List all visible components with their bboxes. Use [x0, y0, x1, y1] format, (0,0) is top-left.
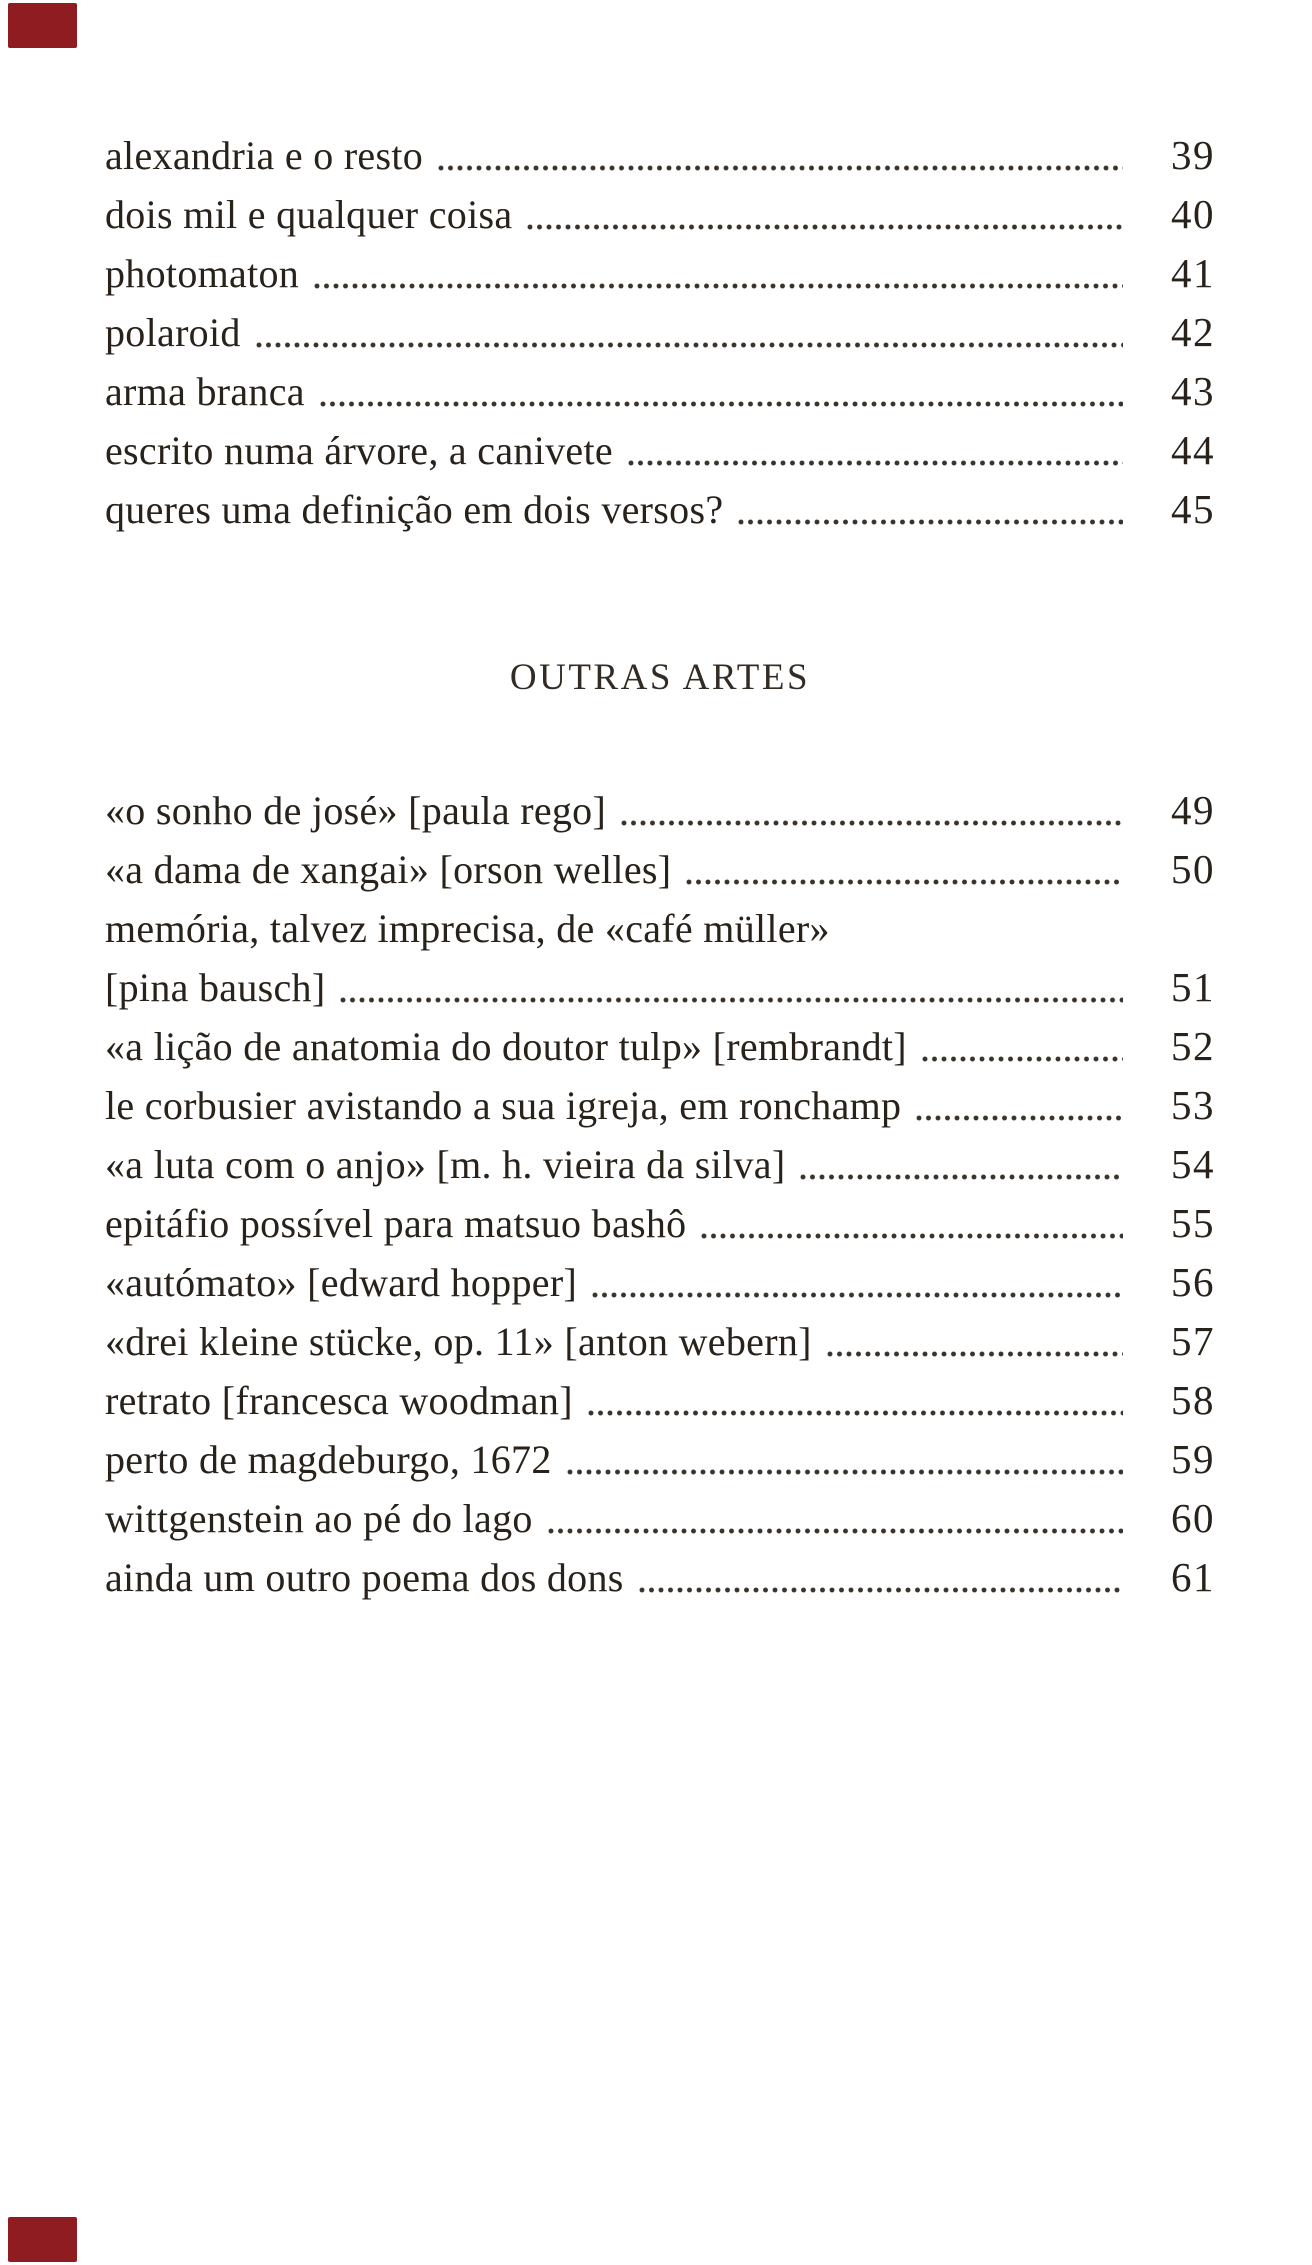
dot-leader: [587, 1371, 1123, 1430]
toc-entry: [105, 1135, 1215, 1194]
entry-title: epitáfio possível para matsuo bashô: [105, 1201, 687, 1246]
toc-section: [105, 648, 1215, 1607]
toc-entry: [105, 303, 1215, 362]
entry-title: ainda um outro poema dos dons: [105, 1555, 624, 1600]
page-number: 41: [1171, 250, 1215, 296]
dot-leader: [799, 1135, 1123, 1194]
toc-entry: [105, 185, 1215, 244]
dot-leader: [591, 1253, 1123, 1312]
toc-entry: [105, 1312, 1215, 1371]
toc-entry: [105, 1430, 1215, 1489]
toc-entry: [105, 1371, 1215, 1430]
entry-title: «o sonho de josé» [paula rego]: [105, 788, 607, 833]
dot-leader: [319, 362, 1123, 421]
dot-leader: [826, 1312, 1123, 1371]
page-number: 61: [1171, 1554, 1215, 1600]
dot-leader: [255, 303, 1123, 362]
dot-leader: [737, 480, 1123, 539]
toc-entry: [105, 840, 1215, 899]
page-number: 43: [1171, 368, 1215, 414]
page-number: 58: [1171, 1377, 1215, 1423]
page-number: 45: [1171, 486, 1215, 532]
page-number: 54: [1171, 1141, 1215, 1187]
section-heading: OUTRAS ARTES: [509, 657, 811, 698]
entry-title: polaroid: [105, 310, 241, 355]
toc-entry: [105, 421, 1215, 480]
page-number: 42: [1171, 309, 1215, 355]
page-number: 56: [1171, 1259, 1215, 1305]
entry-title: perto de magdeburgo, 1672: [105, 1437, 552, 1482]
entry-title: «a lição de anatomia do doutor tulp» [rembrandt]: [105, 1024, 907, 1069]
entry-title: «a luta com o anjo» [m. h. vieira da silva]: [105, 1142, 786, 1187]
dot-leader: [566, 1430, 1123, 1489]
entry-title: photomaton: [105, 251, 300, 296]
entry-title: escrito numa árvore, a canivete: [105, 428, 613, 473]
page-number: 55: [1171, 1200, 1215, 1246]
dot-leader: [915, 1076, 1123, 1135]
entry-title: dois mil e qualquer coisa: [105, 192, 513, 237]
page-number: 50: [1171, 846, 1215, 892]
dot-leader: [313, 244, 1123, 303]
entry-title: le corbusier avistando a sua igreja, em ronchamp: [105, 1083, 902, 1128]
dot-leader: [685, 840, 1123, 899]
toc-entry: [105, 781, 1215, 840]
entry-title: alexandria e o resto: [105, 133, 424, 178]
page-number: 52: [1171, 1023, 1215, 1069]
toc-entry: [105, 1253, 1215, 1312]
entry-title: arma branca: [105, 369, 305, 414]
page-number: 39: [1171, 132, 1215, 178]
page-number: 53: [1171, 1082, 1215, 1128]
toc-entry: [105, 958, 1215, 1017]
entry-title: retrato [francesca woodman]: [105, 1378, 573, 1423]
toc-entry: [105, 1076, 1215, 1135]
entry-title: wittgenstein ao pé do lago: [105, 1496, 533, 1541]
entry-title: queres uma definição em dois versos?: [105, 487, 724, 532]
dot-leader: [547, 1489, 1123, 1548]
toc-entry: [105, 244, 1215, 303]
toc-entry: [105, 126, 1215, 185]
entry-title: [pina bausch]: [105, 965, 326, 1010]
entry-title: «a dama de xangai» [orson welles]: [105, 847, 672, 892]
page-number: 57: [1171, 1318, 1215, 1364]
page-number: 49: [1171, 787, 1215, 833]
entry-title: memória, talvez imprecisa, de «café müller»: [105, 906, 830, 951]
dot-leader: [921, 1017, 1123, 1076]
dot-leader: [437, 126, 1123, 185]
entry-title: «autómato» [edward hopper]: [105, 1260, 578, 1305]
dot-leader: [526, 185, 1123, 244]
toc-section: [105, 126, 1215, 539]
toc-entry: [105, 899, 1215, 958]
toc-entry: [105, 362, 1215, 421]
page-number: 44: [1171, 427, 1215, 473]
page-number: 40: [1171, 191, 1215, 237]
page-number: 59: [1171, 1436, 1215, 1482]
toc-entry: [105, 1489, 1215, 1548]
toc-entry: [105, 480, 1215, 539]
toc-entry: [105, 1194, 1215, 1253]
dot-leader: [627, 421, 1123, 480]
entry-title: «drei kleine stücke, op. 11» [anton webern]: [105, 1319, 812, 1364]
toc-entry: [105, 1017, 1215, 1076]
toc-entry: [105, 1548, 1215, 1607]
page-number: 51: [1171, 964, 1215, 1010]
dot-leader: [700, 1194, 1123, 1253]
dot-leader: [339, 958, 1123, 1017]
dot-leader: [638, 1548, 1123, 1607]
dot-leader: [620, 781, 1123, 840]
book-cover-mark-icon: [8, 2217, 77, 2262]
page-number: 60: [1171, 1495, 1215, 1541]
